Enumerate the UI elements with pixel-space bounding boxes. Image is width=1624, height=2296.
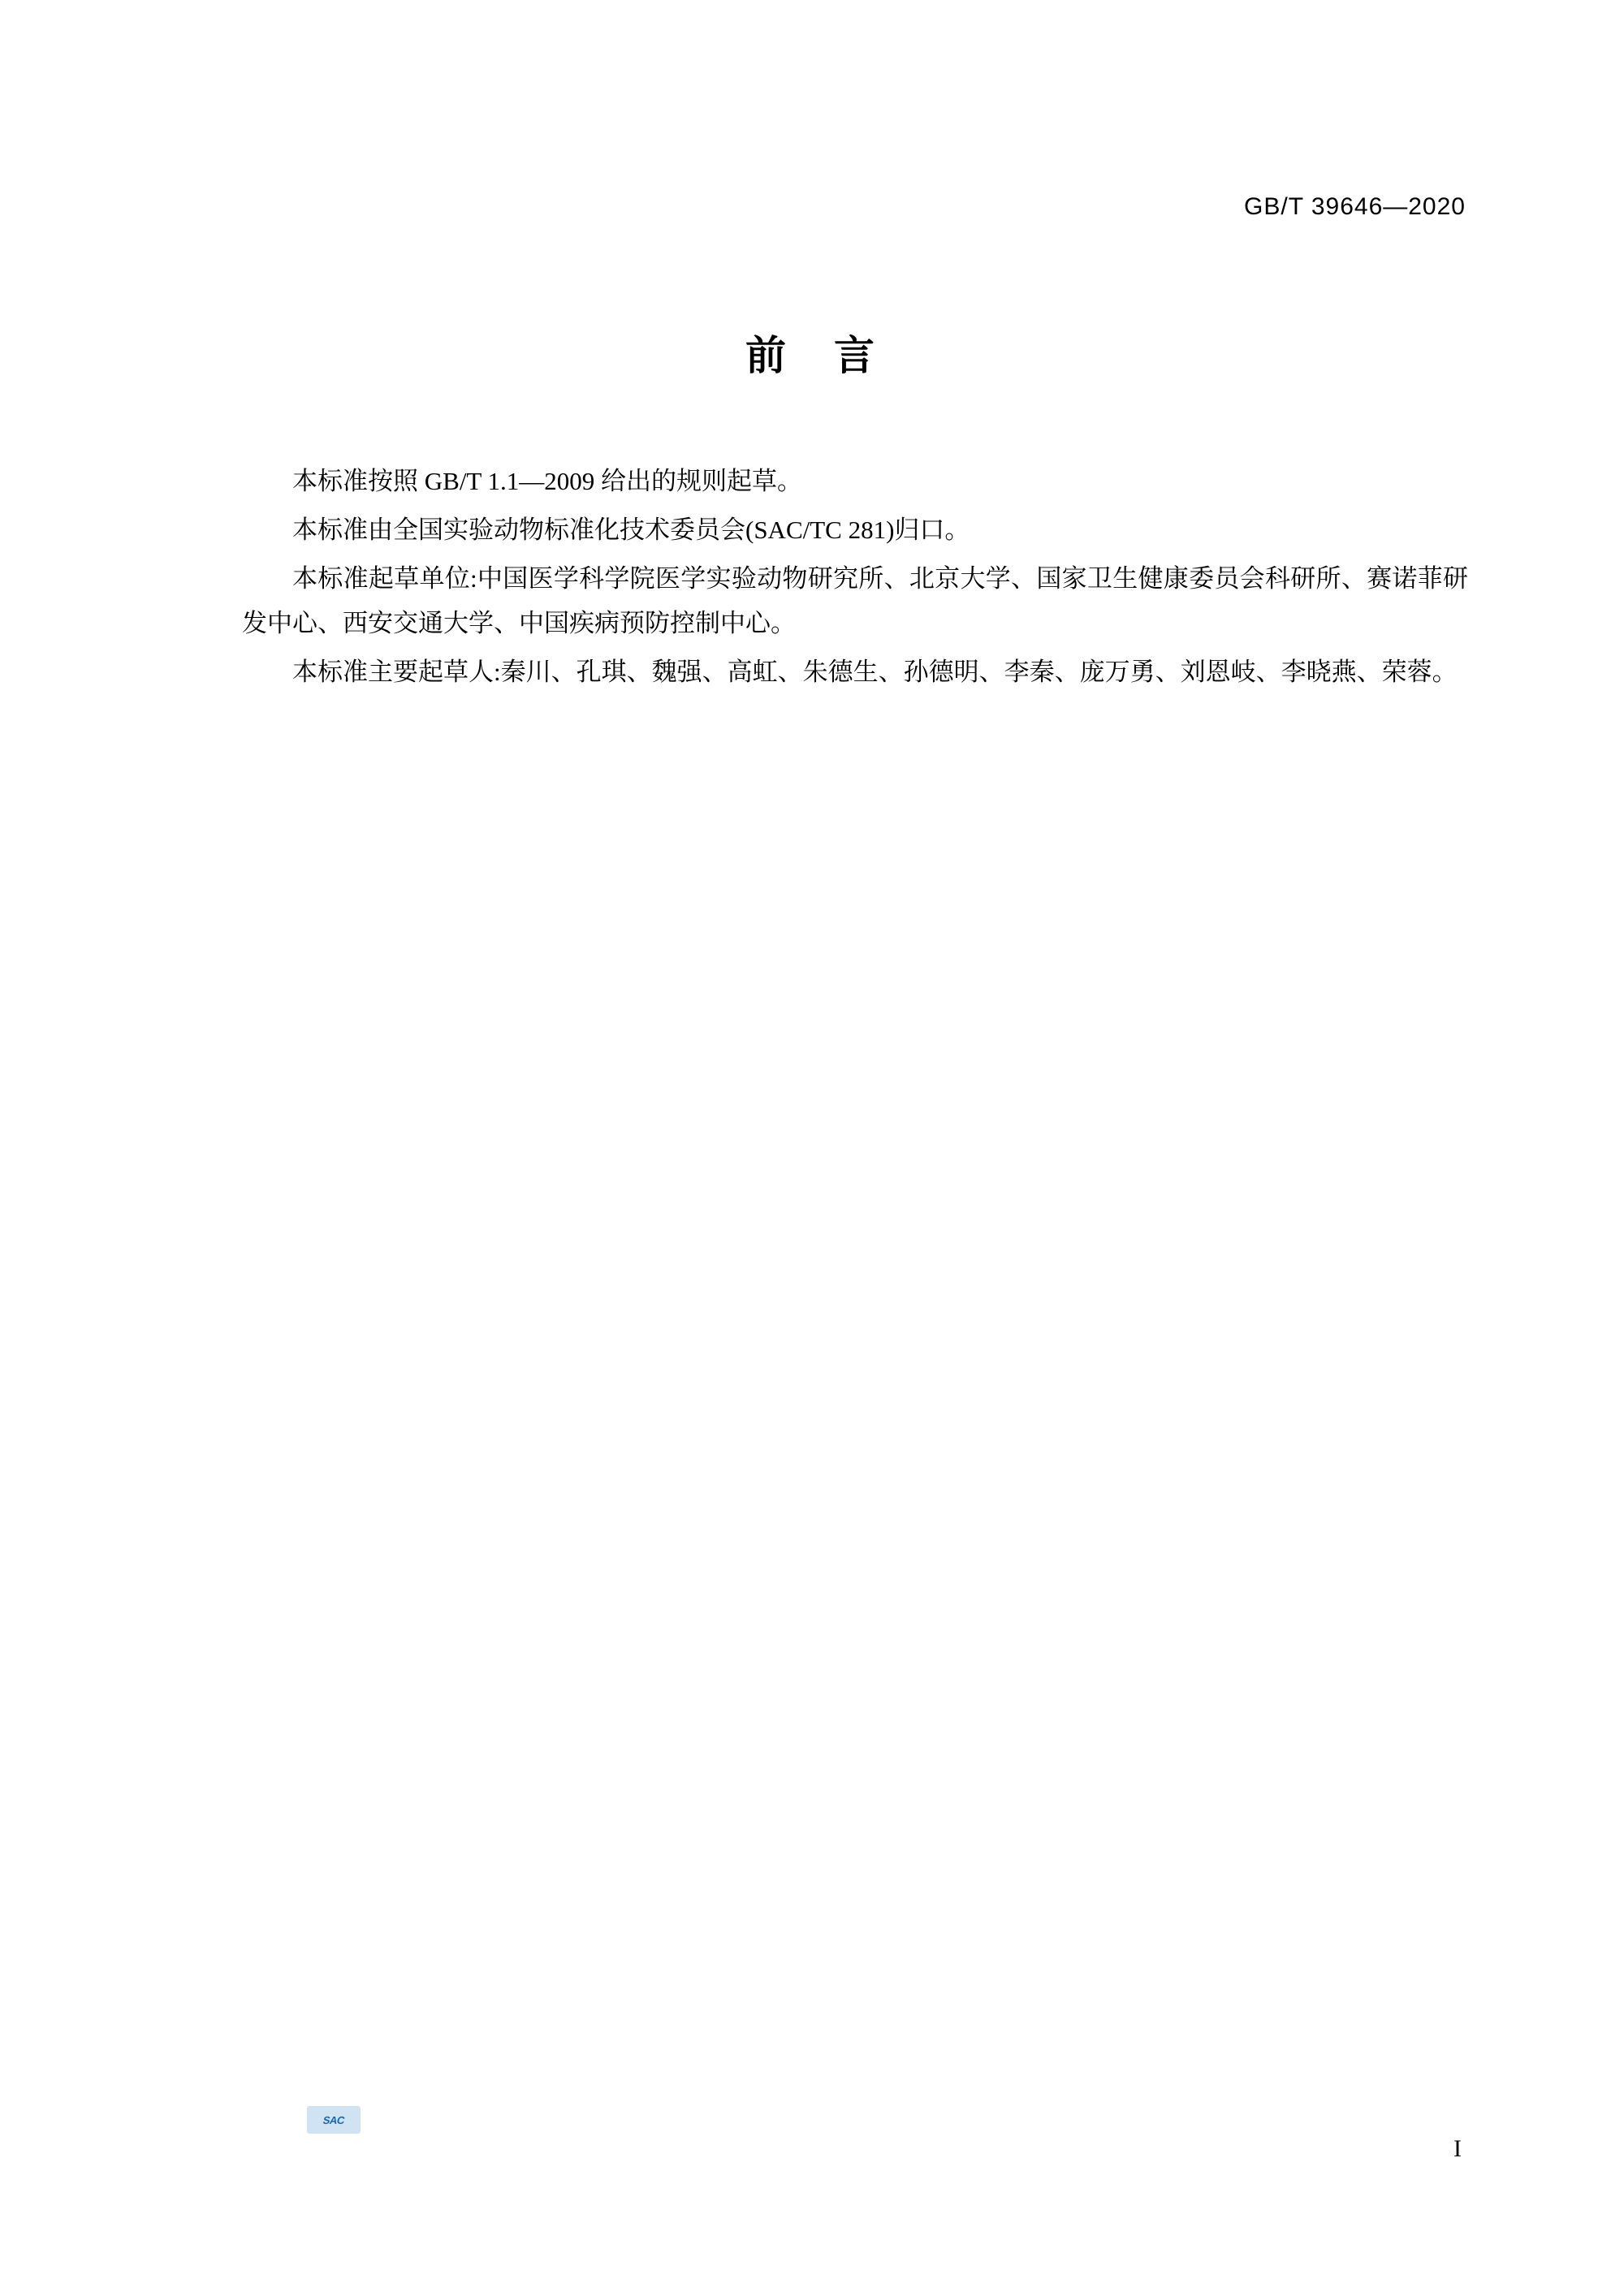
foreword-body bbox=[242, 459, 1468, 698]
foreword-paragraph-3: 本标准起草单位:中国医学科学院医学实验动物研究所、北京大学、国家卫生健康委员会科研所、赛诺菲研发中心、西安交通大学、中国疾病预防控制中心。 bbox=[242, 564, 1468, 637]
foreword-paragraph-4: 本标准主要起草人:秦川、孔琪、魏强、高虹、朱德生、孙德明、李秦、庞万勇、刘恩岐、李晓燕、荣蓉。 bbox=[292, 658, 1458, 686]
sac-logo-text: SAC bbox=[322, 2113, 346, 2126]
page-title-char-2: 言 bbox=[834, 333, 879, 378]
page-number: I bbox=[1453, 2135, 1462, 2162]
page-title-char-1: 前 bbox=[745, 333, 790, 378]
page-title bbox=[0, 323, 1624, 382]
foreword-paragraph-1: 本标准按照 GB/T 1.1—2009 给出的规则起草。 bbox=[292, 467, 803, 495]
foreword-paragraph-2: 本标准由全国实验动物标准化技术委员会(SAC/TC 281)归口。 bbox=[292, 516, 970, 544]
sac-logo bbox=[307, 2106, 361, 2134]
standard-number-header: GB/T 39646—2020 bbox=[1244, 193, 1466, 220]
